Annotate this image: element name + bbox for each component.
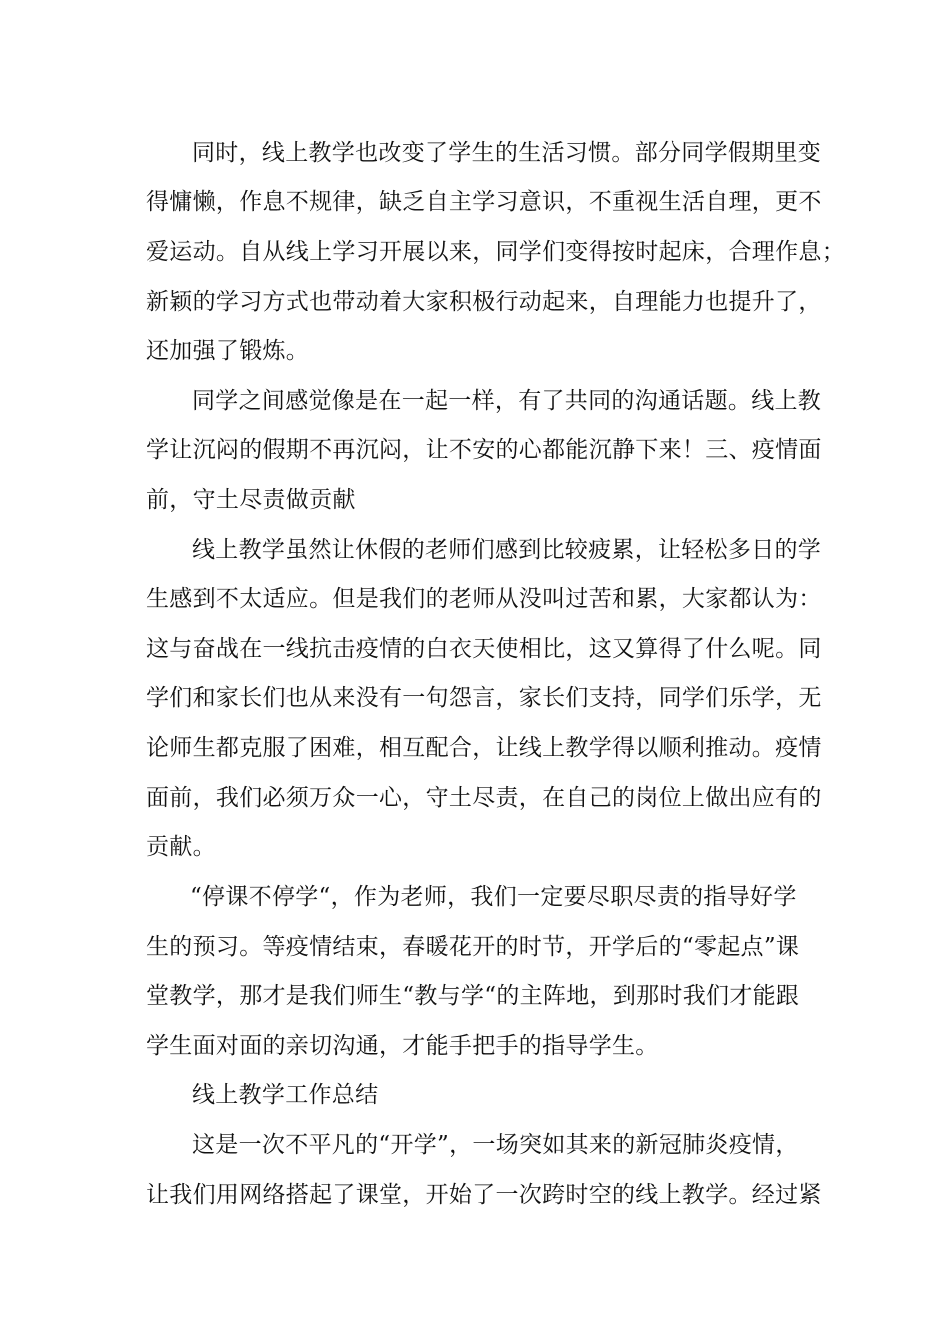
- text-line: 还加强了锻炼。: [146, 338, 310, 364]
- text-line: 这是一次不平凡的“开学”，一场突如其来的新冠肺炎疫情，: [192, 1132, 799, 1158]
- text-line: 学们和家长们也从来没有一句怨言，家长们支持，同学们乐学，无: [146, 685, 822, 711]
- text-line: 让我们用网络搭起了课堂，开始了一次跨时空的线上教学。经过紧: [146, 1182, 822, 1208]
- text-line: 堂教学，那才是我们师生“教与学“的主阵地，到那时我们才能跟: [146, 983, 800, 1009]
- text-line: 贡献。: [146, 834, 216, 860]
- text-line: 线上教学虽然让休假的老师们感到比较疲累，让轻松多日的学: [192, 537, 822, 563]
- section-title: 线上教学工作总结: [192, 1082, 379, 1108]
- text-line: 论师生都克服了困难，相互配合，让线上教学得以顺利推动。疫情: [146, 735, 822, 761]
- text-line: 爱运动。自从线上学习开展以来，同学们变得按时起床，合理作息；: [146, 239, 845, 265]
- text-line: 新颖的学习方式也带动着大家积极行动起来，自理能力也提升了，: [146, 289, 822, 315]
- text-line: 同学之间感觉像是在一起一样，有了共同的沟通话题。线上教: [192, 388, 822, 414]
- text-line: 面前，我们必须万众一心，守土尽责，在自己的岗位上做出应有的: [146, 785, 822, 811]
- text-line: 同时，线上教学也改变了学生的生活习惯。部分同学假期里变: [192, 140, 822, 166]
- text-line: 学让沉闷的假期不再沉闷，让不安的心都能沉静下来！三、疫情面: [146, 437, 822, 463]
- text-line: 学生面对面的亲切沟通，才能手把手的指导学生。: [146, 1033, 659, 1059]
- text-line: 前，守土尽责做贡献: [146, 487, 356, 513]
- text-line: 得慵懒，作息不规律，缺乏自主学习意识，不重视生活自理，更不: [146, 189, 822, 215]
- text-line: 生感到不太适应。但是我们的老师从没叫过苦和累，大家都认为：: [146, 586, 822, 612]
- text-line: “停课不停学“，作为老师，我们一定要尽职尽责的指导好学: [190, 884, 797, 910]
- text-line: 生的预习。等疫情结束，春暖花开的时节，开学后的“零起点”课: [146, 934, 800, 960]
- text-line: 这与奋战在一线抗击疫情的白衣天使相比，这又算得了什么呢。同: [146, 636, 822, 662]
